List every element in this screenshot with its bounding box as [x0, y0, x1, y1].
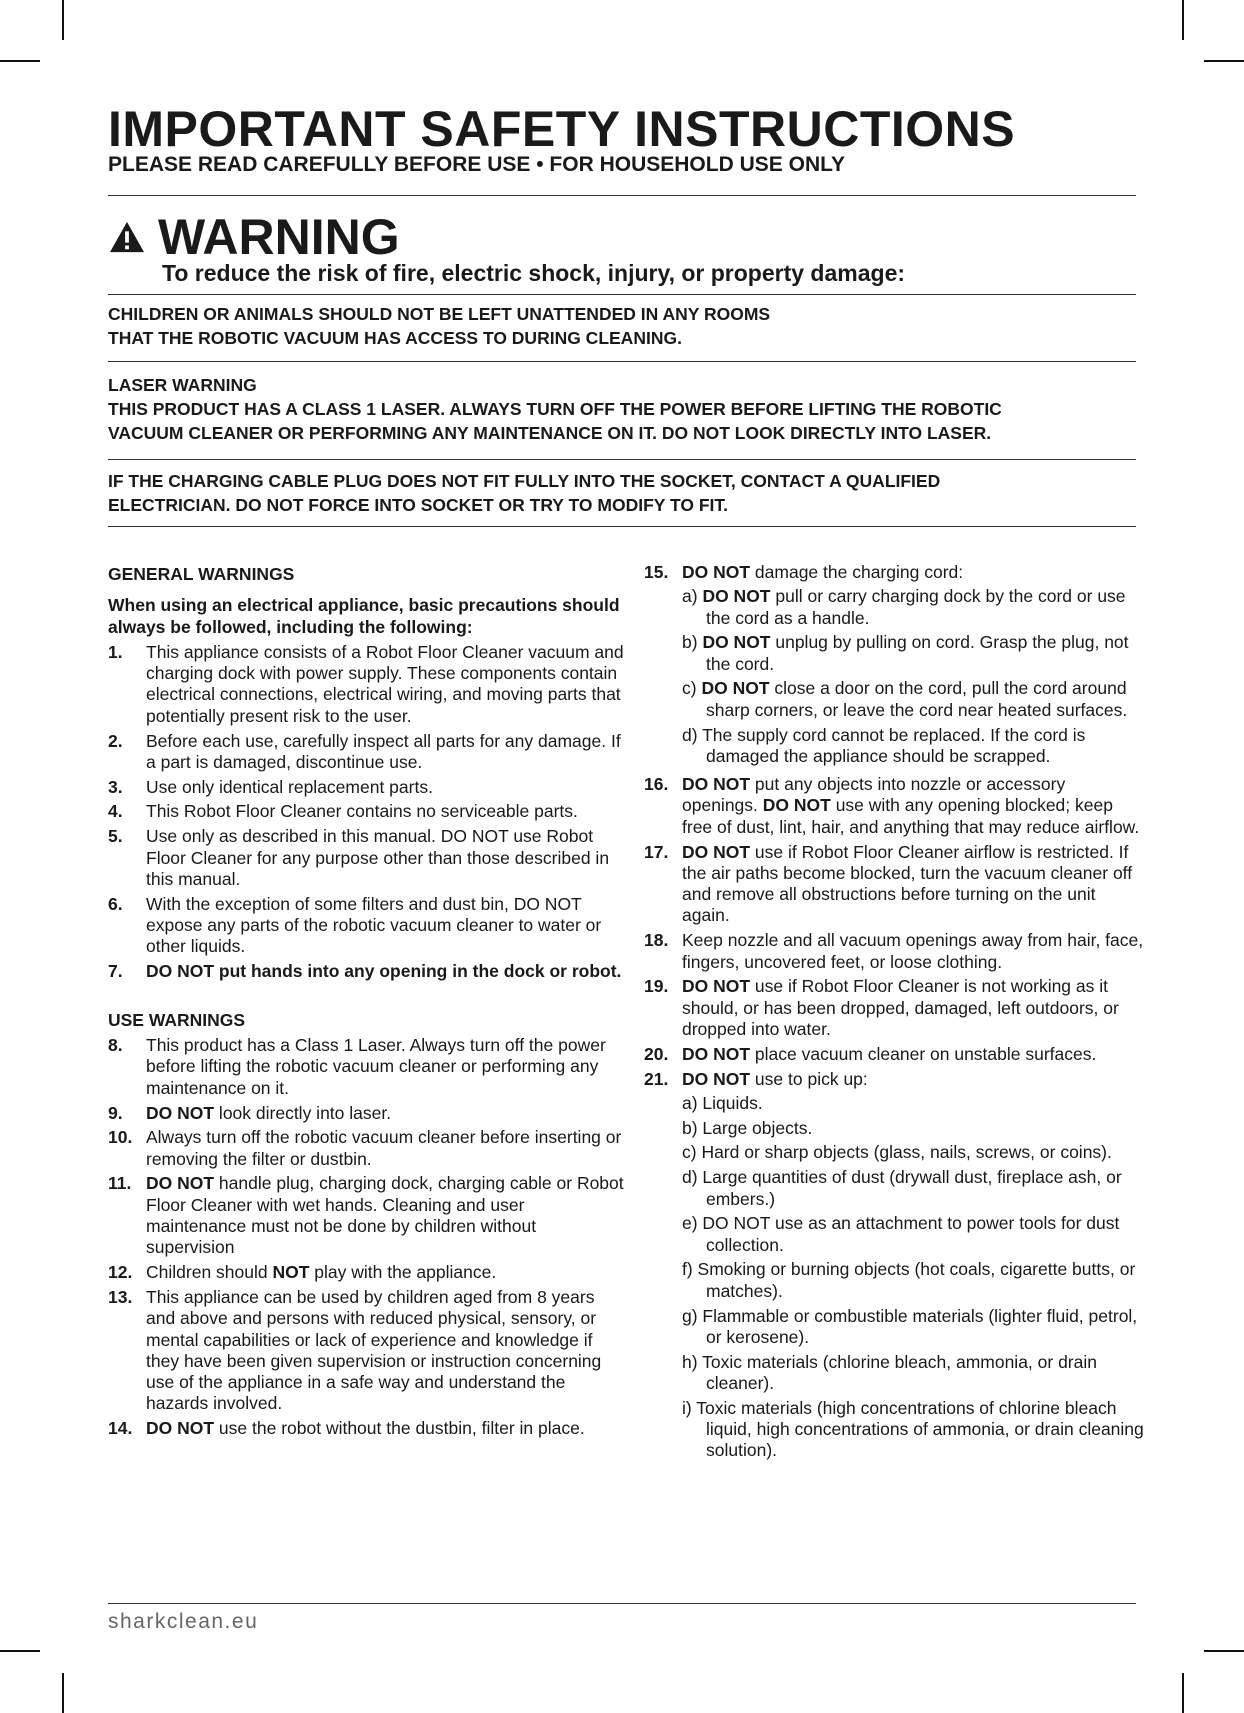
- use-warnings-list: [108, 1035, 628, 1439]
- list-item: 12. Children should NOT play with the appliance.: [108, 1262, 497, 1283]
- list-item: 19. DO NOT use if Robot Floor Cleaner is not working as it should, or has been dropped, damaged, left outdoors, or dropped into water.: [644, 976, 1119, 1039]
- divider: [108, 459, 1136, 460]
- divider: [108, 526, 1136, 527]
- general-warnings-heading: GENERAL WARNINGS: [108, 564, 295, 584]
- right-column: [644, 562, 1144, 1469]
- sub-item: i) Toxic materials (high concentrations of chlorine bleach liquid, high concentrations of ammonia, or drain cleaning solution).: [682, 1397, 1144, 1461]
- list-item: 8. This product has a Class 1 Laser. Always turn off the power before lifting the robotic vacuum cleaner or performing any maintenance on it.: [108, 1035, 606, 1098]
- warning-subtitle: To reduce the risk of fire, electric shock, injury, or property damage:: [162, 260, 906, 286]
- sub-item: e) DO NOT use as an attachment to power tools for dust collection.: [682, 1213, 1120, 1255]
- general-warnings-list: [108, 642, 628, 982]
- divider: [108, 361, 1136, 362]
- list-item: 9. DO NOT look directly into laser.: [108, 1102, 392, 1123]
- list-item: 1. This appliance consists of a Robot Floor Cleaner vacuum and charging dock with power supply. These components contain electrical connections, electrical wiring, and moving parts that potentially present risk to the user.: [108, 641, 624, 726]
- footer-website: sharkclean.eu: [108, 1610, 259, 1633]
- left-column: [108, 562, 628, 1443]
- crop-mark: [62, 0, 64, 40]
- sub-item: d) Large quantities of dust (drywall dust, fireplace ash, or embers.): [682, 1167, 1122, 1209]
- divider: [108, 294, 1136, 295]
- sub-item: c) DO NOT close a door on the cord, pull the cord around sharp corners, or leave the cord near heated surfaces.: [682, 678, 1128, 720]
- list-item: 7. DO NOT put hands into any opening in the dock or robot.: [108, 961, 622, 982]
- sub-item: b) DO NOT unplug by pulling on cord. Grasp the plug, not the cord.: [682, 632, 1129, 674]
- laser-warning: LASER WARNING THIS PRODUCT HAS A CLASS 1 LASER. ALWAYS TURN OFF THE POWER BEFORE LIFTING THE ROBOTIC VACUUM CLEANER OR PERFORMING ANY MAINTENANCE ON IT. DO NOT LOOK DIRECTLY INTO LASER.: [108, 373, 1136, 445]
- plug-notice: IF THE CHARGING CABLE PLUG DOES NOT FIT FULLY INTO THE SOCKET, CONTACT A QUALIFIED ELECTRICIAN. DO NOT FORCE INTO SOCKET OR TRY TO MODIFY TO FIT.: [108, 471, 941, 515]
- list-item: 2. Before each use, carefully inspect all parts for any damage. If a part is damaged, discontinue use.: [108, 730, 621, 772]
- list-item: 4. This Robot Floor Cleaner contains no serviceable parts.: [108, 801, 578, 822]
- list-item: 18. Keep nozzle and all vacuum openings away from hair, face, fingers, uncovered feet, or loose clothing.: [644, 930, 1144, 972]
- list-item: 10. Always turn off the robotic vacuum cleaner before inserting or removing the filter or dustbin.: [108, 1127, 622, 1169]
- sub-item: b) Large objects.: [682, 1117, 813, 1138]
- list-item: 3. Use only identical replacement parts.: [108, 776, 433, 797]
- list-item: 16. DO NOT put any objects into nozzle or accessory openings. DO NOT use with any opening blocked; keep free of dust, lint, hair, and anything that may reduce airflow.: [644, 774, 1140, 837]
- list-item: 17. DO NOT use if Robot Floor Cleaner airflow is restricted. If the air paths become blocked, turn the vacuum cleaner off and remove all obstructions before turning on the unit again.: [644, 841, 1133, 926]
- laser-warning-heading: LASER WARNING: [108, 375, 257, 395]
- crop-mark: [1204, 60, 1244, 62]
- general-intro: When using an electrical appliance, basic precautions should always be followed, including the following:: [108, 595, 620, 637]
- list-item: 5. Use only as described in this manual. DO NOT use Robot Floor Cleaner for any purpose other than those described in this manual.: [108, 826, 610, 889]
- page-title: IMPORTANT SAFETY INSTRUCTIONS: [108, 101, 1016, 157]
- sub-item: a) Liquids.: [682, 1092, 763, 1113]
- list-item: 13. This appliance can be used by children aged from 8 years and above and persons with reduced physical, sensory, or mental capabilities or lack of experience and knowledge if they have been given supervision or instruction concerning use of the appliance in a safe way and understand the hazards involved.: [108, 1286, 602, 1414]
- footer-divider: [108, 1603, 1136, 1604]
- crop-mark: [1182, 0, 1184, 40]
- sub-item: a) DO NOT pull or carry charging dock by the cord or use the cord as a handle.: [682, 586, 1126, 628]
- crop-mark: [1182, 1673, 1184, 1713]
- children-notice: CHILDREN OR ANIMALS SHOULD NOT BE LEFT UNATTENDED IN ANY ROOMS THAT THE ROBOTIC VACUUM HAS ACCESS TO DURING CLEANING.: [108, 304, 771, 348]
- list-item: 15. DO NOT damage the charging cord: a) DO NOT pull or carry charging dock by the cord or use the cord as a handle. b) DO NOT unplug by pulling on cord. Grasp the plug, not the cord. c) DO NOT close a door on the cord, pull the cord around sharp corners, or leave the cord near heated surfaces. d) The supply cord cannot be replaced. If the cord is damaged the appliance should be scrapped.: [644, 562, 1144, 771]
- warning-label: WARNING: [158, 209, 400, 265]
- sub-item: g) Flammable or combustible materials (lighter fluid, petrol, or kerosene).: [682, 1305, 1138, 1347]
- list-item: 6. With the exception of some filters and dust bin, DO NOT expose any parts of the robotic vacuum cleaner to water or other liquids.: [108, 893, 602, 957]
- divider: [108, 195, 1136, 196]
- list-item: 14. DO NOT use the robot without the dustbin, filter in place.: [108, 1418, 585, 1439]
- sub-list: [682, 586, 1144, 767]
- warning-triangle-icon: [108, 220, 146, 254]
- crop-mark: [0, 60, 40, 62]
- sub-item: d) The supply cord cannot be replaced. If the cord is damaged the appliance should be scrapped.: [682, 724, 1086, 766]
- crop-mark: [62, 1673, 64, 1713]
- list-item: 20. DO NOT place vacuum cleaner on unstable surfaces.: [644, 1043, 1097, 1064]
- sub-item: c) Hard or sharp objects (glass, nails, screws, or coins).: [682, 1142, 1112, 1163]
- crop-mark: [0, 1650, 40, 1652]
- crop-mark: [1204, 1650, 1244, 1652]
- sub-item: h) Toxic materials (chlorine bleach, ammonia, or drain cleaner).: [682, 1351, 1097, 1393]
- list-item: 21. DO NOT use to pick up: a) Liquids. b) Large objects. c) Hard or sharp objects (glass, nails, screws, or coins). d) Large quantities of dust (drywall dust, fireplace ash, or embers.) e) DO NOT use as an attachment to power tools for dust collection. f) Smoking or burning objects (hot coals, cigarette butts, or matches). g) Flammable or combustible materials (lighter fluid, petrol, or kerosene). h) Toxic materials (chlorine bleach, ammonia, or drain cleaner). i) Toxic materials (high concentrations of chlorine bleach liquid, high concentrations of ammonia, or drain cleaning solution).: [644, 1068, 1144, 1461]
- page-subtitle: PLEASE READ CAREFULLY BEFORE USE • FOR HOUSEHOLD USE ONLY: [108, 153, 846, 176]
- sub-item: f) Smoking or burning objects (hot coals, cigarette butts, or matches).: [682, 1259, 1136, 1301]
- warnings-list-continued: [644, 562, 1144, 1465]
- use-warnings-heading: USE WARNINGS: [108, 1009, 246, 1030]
- list-item: 11. DO NOT handle plug, charging dock, charging cable or Robot Floor Cleaner with wet hands. Cleaning and user maintenance must not be done by children without supervision: [108, 1173, 624, 1258]
- sub-list: [682, 1093, 1144, 1462]
